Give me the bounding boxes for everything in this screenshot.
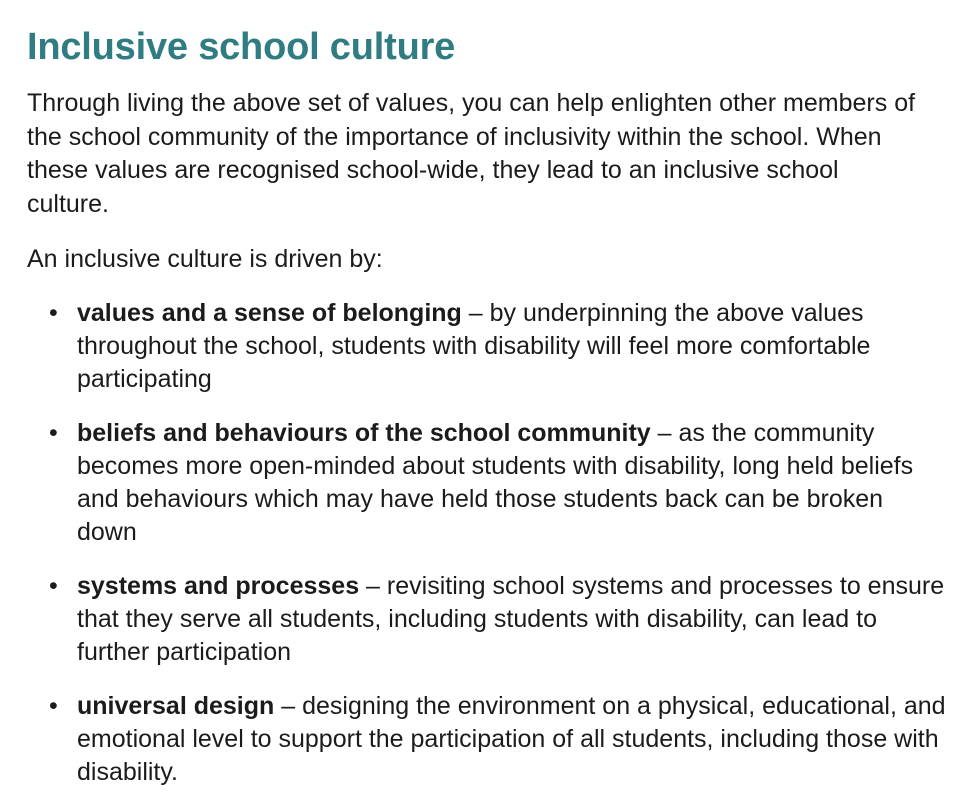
- bullet-icon: •: [49, 298, 58, 327]
- bullet-text: – revisiting school systems and processes to ensure that they serve all students, including students with disability, can lead to further participation: [77, 571, 945, 666]
- list-item: [27, 417, 947, 549]
- lead-sentence: An inclusive culture is driven by:: [27, 245, 383, 273]
- bullet-term: values and a sense of belonging: [77, 298, 462, 327]
- bullet-icon: •: [49, 571, 58, 600]
- bullet-icon: •: [49, 418, 58, 447]
- bullet-list: [27, 297, 947, 789]
- list-item: [27, 297, 947, 396]
- bullet-term: beliefs and behaviours of the school community: [77, 418, 651, 447]
- section-heading: Inclusive school culture: [27, 26, 456, 68]
- document-page: [27, 22, 947, 810]
- list-item: [27, 690, 947, 789]
- bullet-text: – designing the environment on a physical, educational, and emotional level to support the participation of all students, including those with disability.: [77, 691, 946, 786]
- list-item: [27, 570, 947, 669]
- bullet-icon: •: [49, 691, 58, 720]
- bullet-text: – by underpinning the above values throughout the school, students with disability will feel more comfortable participating: [77, 298, 871, 393]
- intro-paragraph: Through living the above set of values, you can help enlighten other members of the school community of the importance of inclusivity within the school. When these values are recognised school-wide, they lead to an inclusive school culture.: [27, 89, 916, 218]
- bullet-text: – as the community becomes more open-minded about students with disability, long held beliefs and behaviours which may have held those students back can be broken down: [77, 418, 914, 546]
- bullet-term: systems and processes: [77, 571, 360, 600]
- bullet-term: universal design: [77, 691, 275, 720]
